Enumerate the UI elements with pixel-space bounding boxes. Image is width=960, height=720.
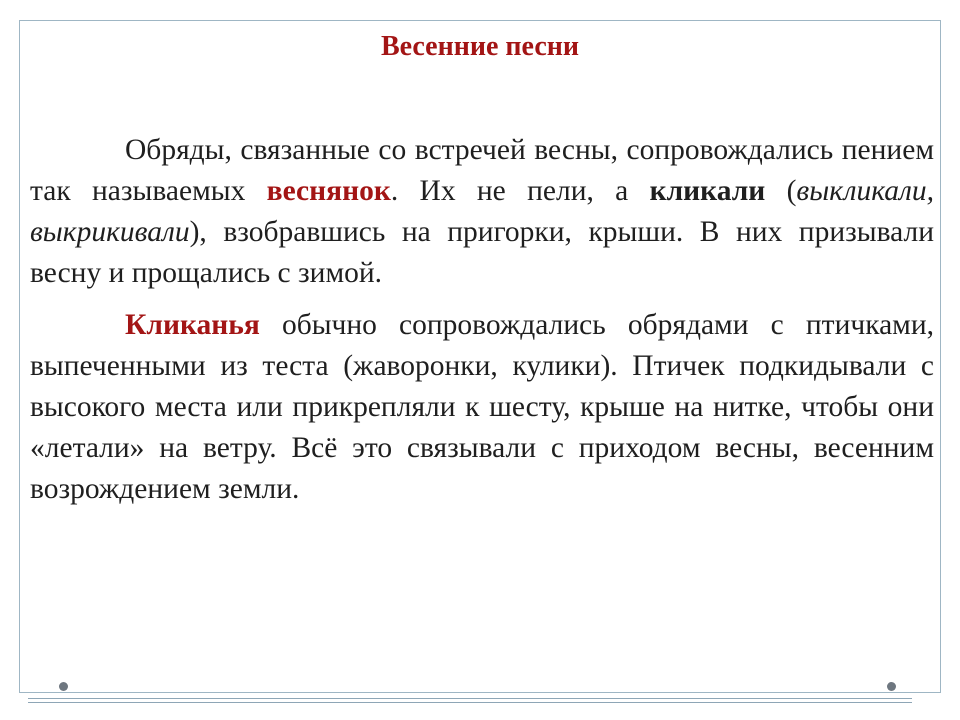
term-klikali: кликали <box>649 175 766 207</box>
paragraph-1-text-3: ( <box>765 175 797 207</box>
paragraph-1-text-2: . Их не пели, а <box>390 175 650 207</box>
term-klikanya: Кликанья <box>125 309 260 341</box>
slide-body <box>30 130 934 521</box>
term-vesnyanok: веснянок <box>266 175 391 207</box>
slide-title: Весенние песни <box>380 31 580 62</box>
decorative-dot-left <box>59 682 68 691</box>
paragraph-1 <box>30 130 934 294</box>
paragraph-1-text-4: ), взобравшись на пригорки, крыши. В них призывали весну и прощались с зимой. <box>30 216 934 289</box>
paragraph-1-text-1: Обряды, связанные со встречей весны, сопровождались пением так называемых <box>30 134 934 207</box>
footer-divider-bottom <box>28 702 912 703</box>
term-synonyms: выкликали, выкрикивали <box>30 175 935 248</box>
footer-divider-top <box>28 698 912 699</box>
paragraph-2-text-1: обычно сопровождались обрядами с птичками, выпеченными из теста (жаворонки, кулики). Птичек подкидывали с высокого места или прикрепляли к шесту, крыше на нитке, чтобы они «летали» на ветру. Всё это связывали с приходом весны, весенним возрождением земли. <box>30 309 934 505</box>
paragraph-2 <box>30 305 934 510</box>
decorative-dot-right <box>887 682 896 691</box>
